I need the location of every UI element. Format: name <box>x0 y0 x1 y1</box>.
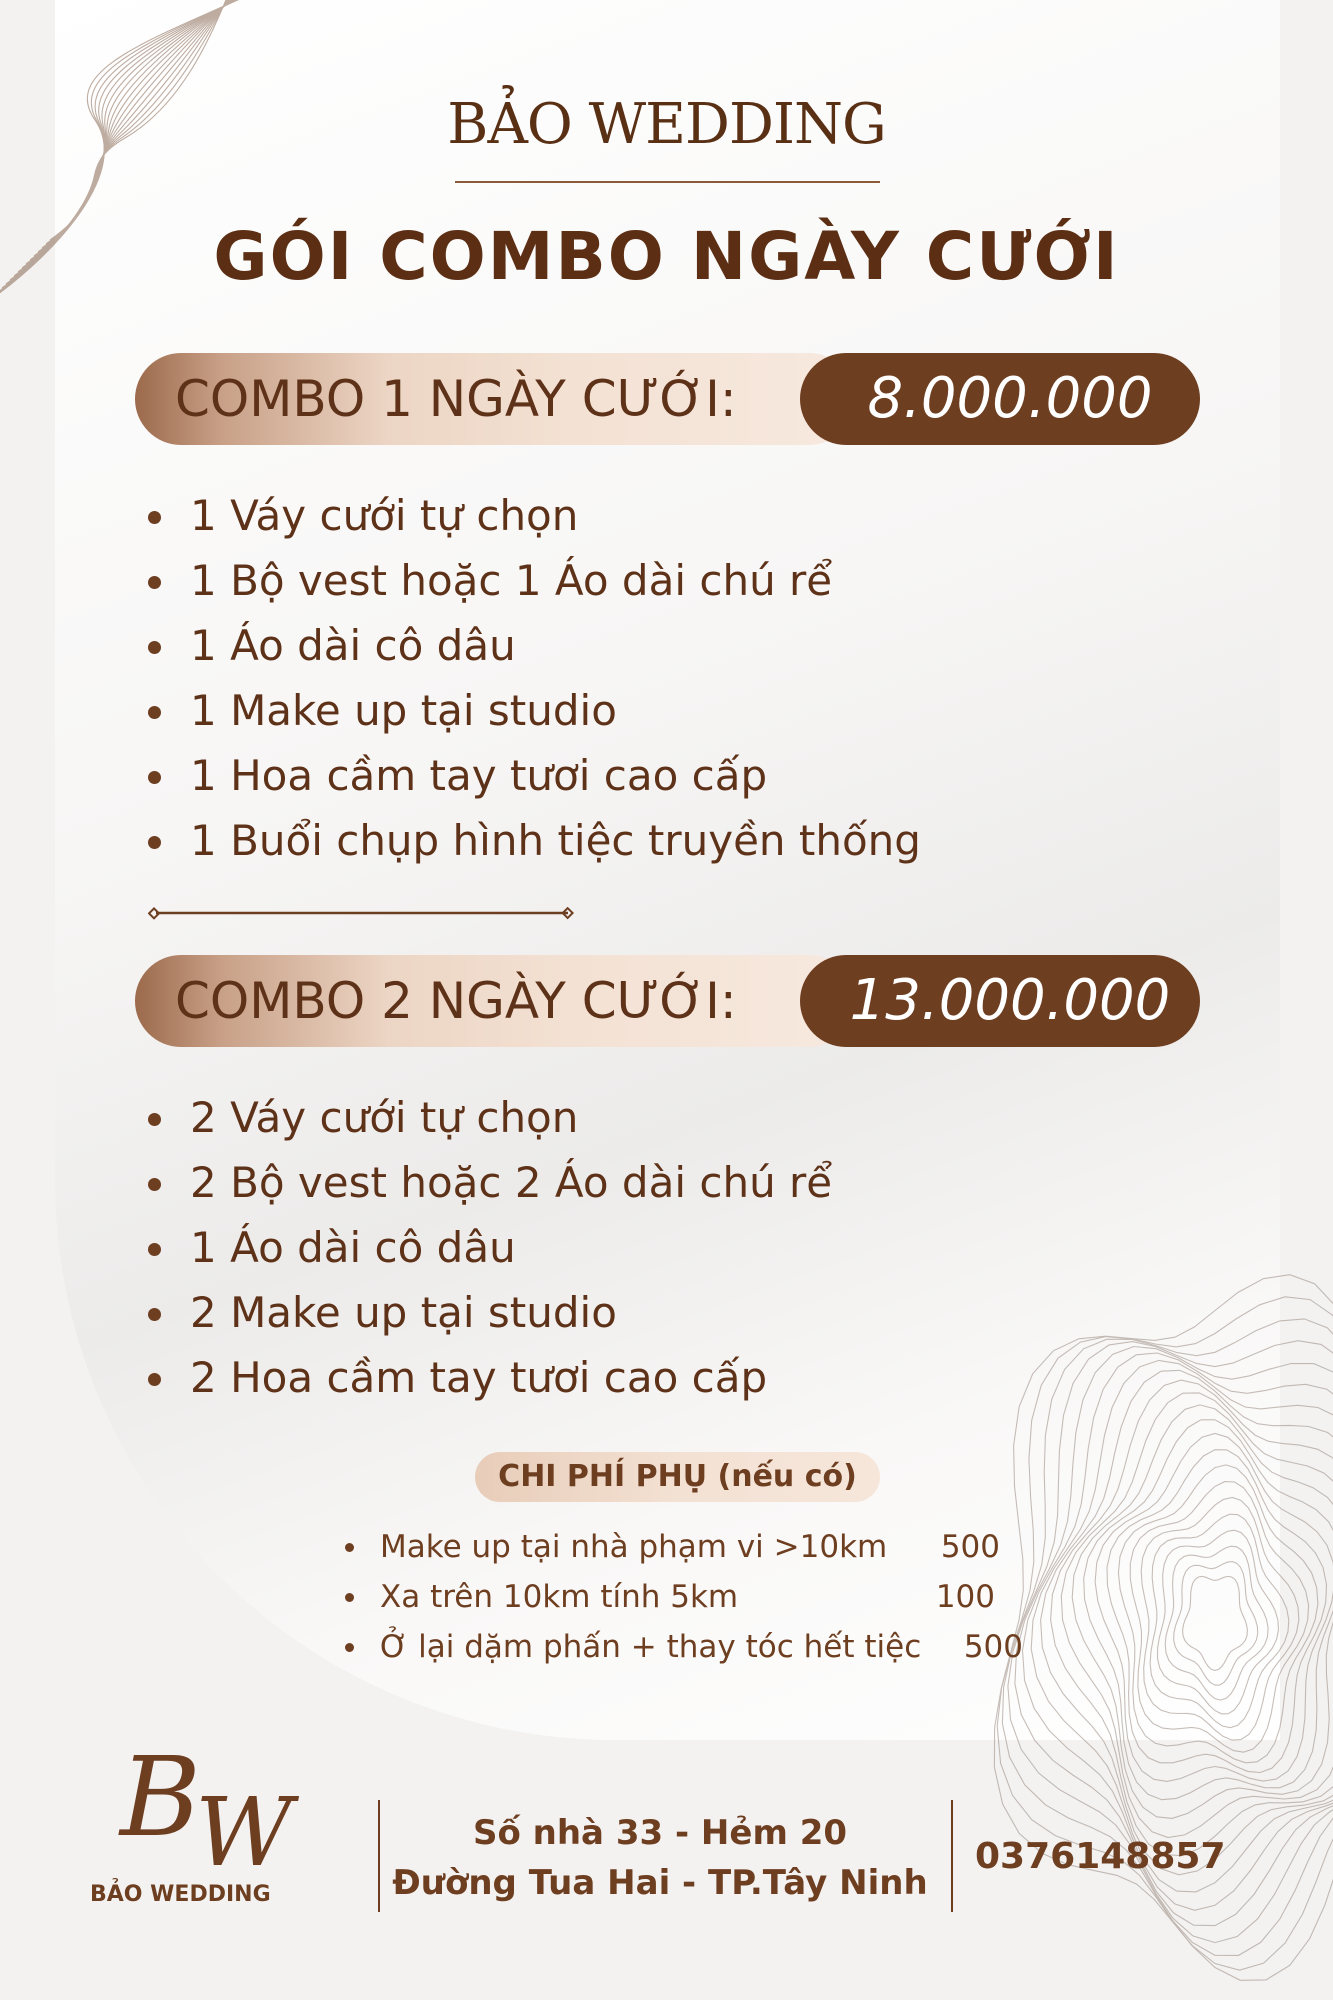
brand-logo-monogram <box>110 1730 320 1880</box>
list-item: 1 Áo dài cô dâu <box>145 613 921 678</box>
extras-list <box>345 1522 1025 1672</box>
logo-text: BẢO WEDDING <box>90 1882 271 1907</box>
page-title: GÓI COMBO NGÀY CƯỚI <box>213 218 1120 295</box>
extras-item-text: Xa trên 10km tính 5km <box>380 1579 739 1615</box>
extras-item-text: Ở lại dặm phấn + thay tóc hết tiệc <box>380 1629 922 1665</box>
extras-item <box>345 1622 1025 1672</box>
list-item: 1 Buổi chụp hình tiệc truyền thống <box>145 808 921 873</box>
combo2-price: 13.000.000 <box>849 968 1171 1033</box>
list-item: 1 Váy cưới tự chọn <box>145 483 921 548</box>
list-item: 1 Make up tại studio <box>145 678 921 743</box>
list-item: 1 Bộ vest hoặc 1 Áo dài chú rể <box>145 548 921 613</box>
extras-item <box>345 1522 1025 1572</box>
address-line1: Số nhà 33 - Hẻm 20 <box>472 1813 848 1853</box>
extras-title: CHI PHÍ PHỤ (nếu có) <box>475 1452 880 1502</box>
list-item: 2 Váy cưới tự chọn <box>145 1085 832 1150</box>
list-item: 2 Bộ vest hoặc 2 Áo dài chú rể <box>145 1150 832 1215</box>
list-item: 1 Áo dài cô dâu <box>145 1215 832 1280</box>
extras-item-amount: 500 <box>963 1629 1023 1665</box>
list-item: 1 Hoa cầm tay tươi cao cấp <box>145 743 921 808</box>
footer-divider-left <box>378 1800 380 1912</box>
list-item: 2 Hoa cầm tay tươi cao cấp <box>145 1345 832 1410</box>
address-line2: Đường Tua Hai - TP.Tây Ninh <box>392 1863 928 1903</box>
combo1-list <box>145 483 921 873</box>
svg-text:W: W <box>195 1778 293 1880</box>
svg-text:B: B <box>120 1733 201 1861</box>
combo1-header <box>135 353 1200 445</box>
combo2-list <box>145 1085 832 1410</box>
footer-address <box>390 1808 930 1908</box>
extras-item-amount: 500 <box>940 1529 1000 1565</box>
extras-item-text: Make up tại nhà phạm vi >10km <box>380 1529 888 1565</box>
combo2-label: COMBO 2 NGÀY CƯỚI: <box>175 972 737 1030</box>
combo2-header <box>135 955 1200 1047</box>
extras-item-amount: 100 <box>935 1579 995 1615</box>
footer-divider-right <box>951 1800 953 1912</box>
list-item: 2 Make up tại studio <box>145 1280 832 1345</box>
brand-title: BẢO WEDDING <box>447 92 886 157</box>
combo1-label: COMBO 1 NGÀY CƯỚI: <box>175 370 737 428</box>
extras-item <box>345 1572 1025 1622</box>
section-divider <box>148 906 576 920</box>
title-underline <box>455 181 880 183</box>
combo1-price: 8.000.000 <box>867 366 1153 431</box>
phone-number: 0376148857 <box>975 1836 1226 1877</box>
